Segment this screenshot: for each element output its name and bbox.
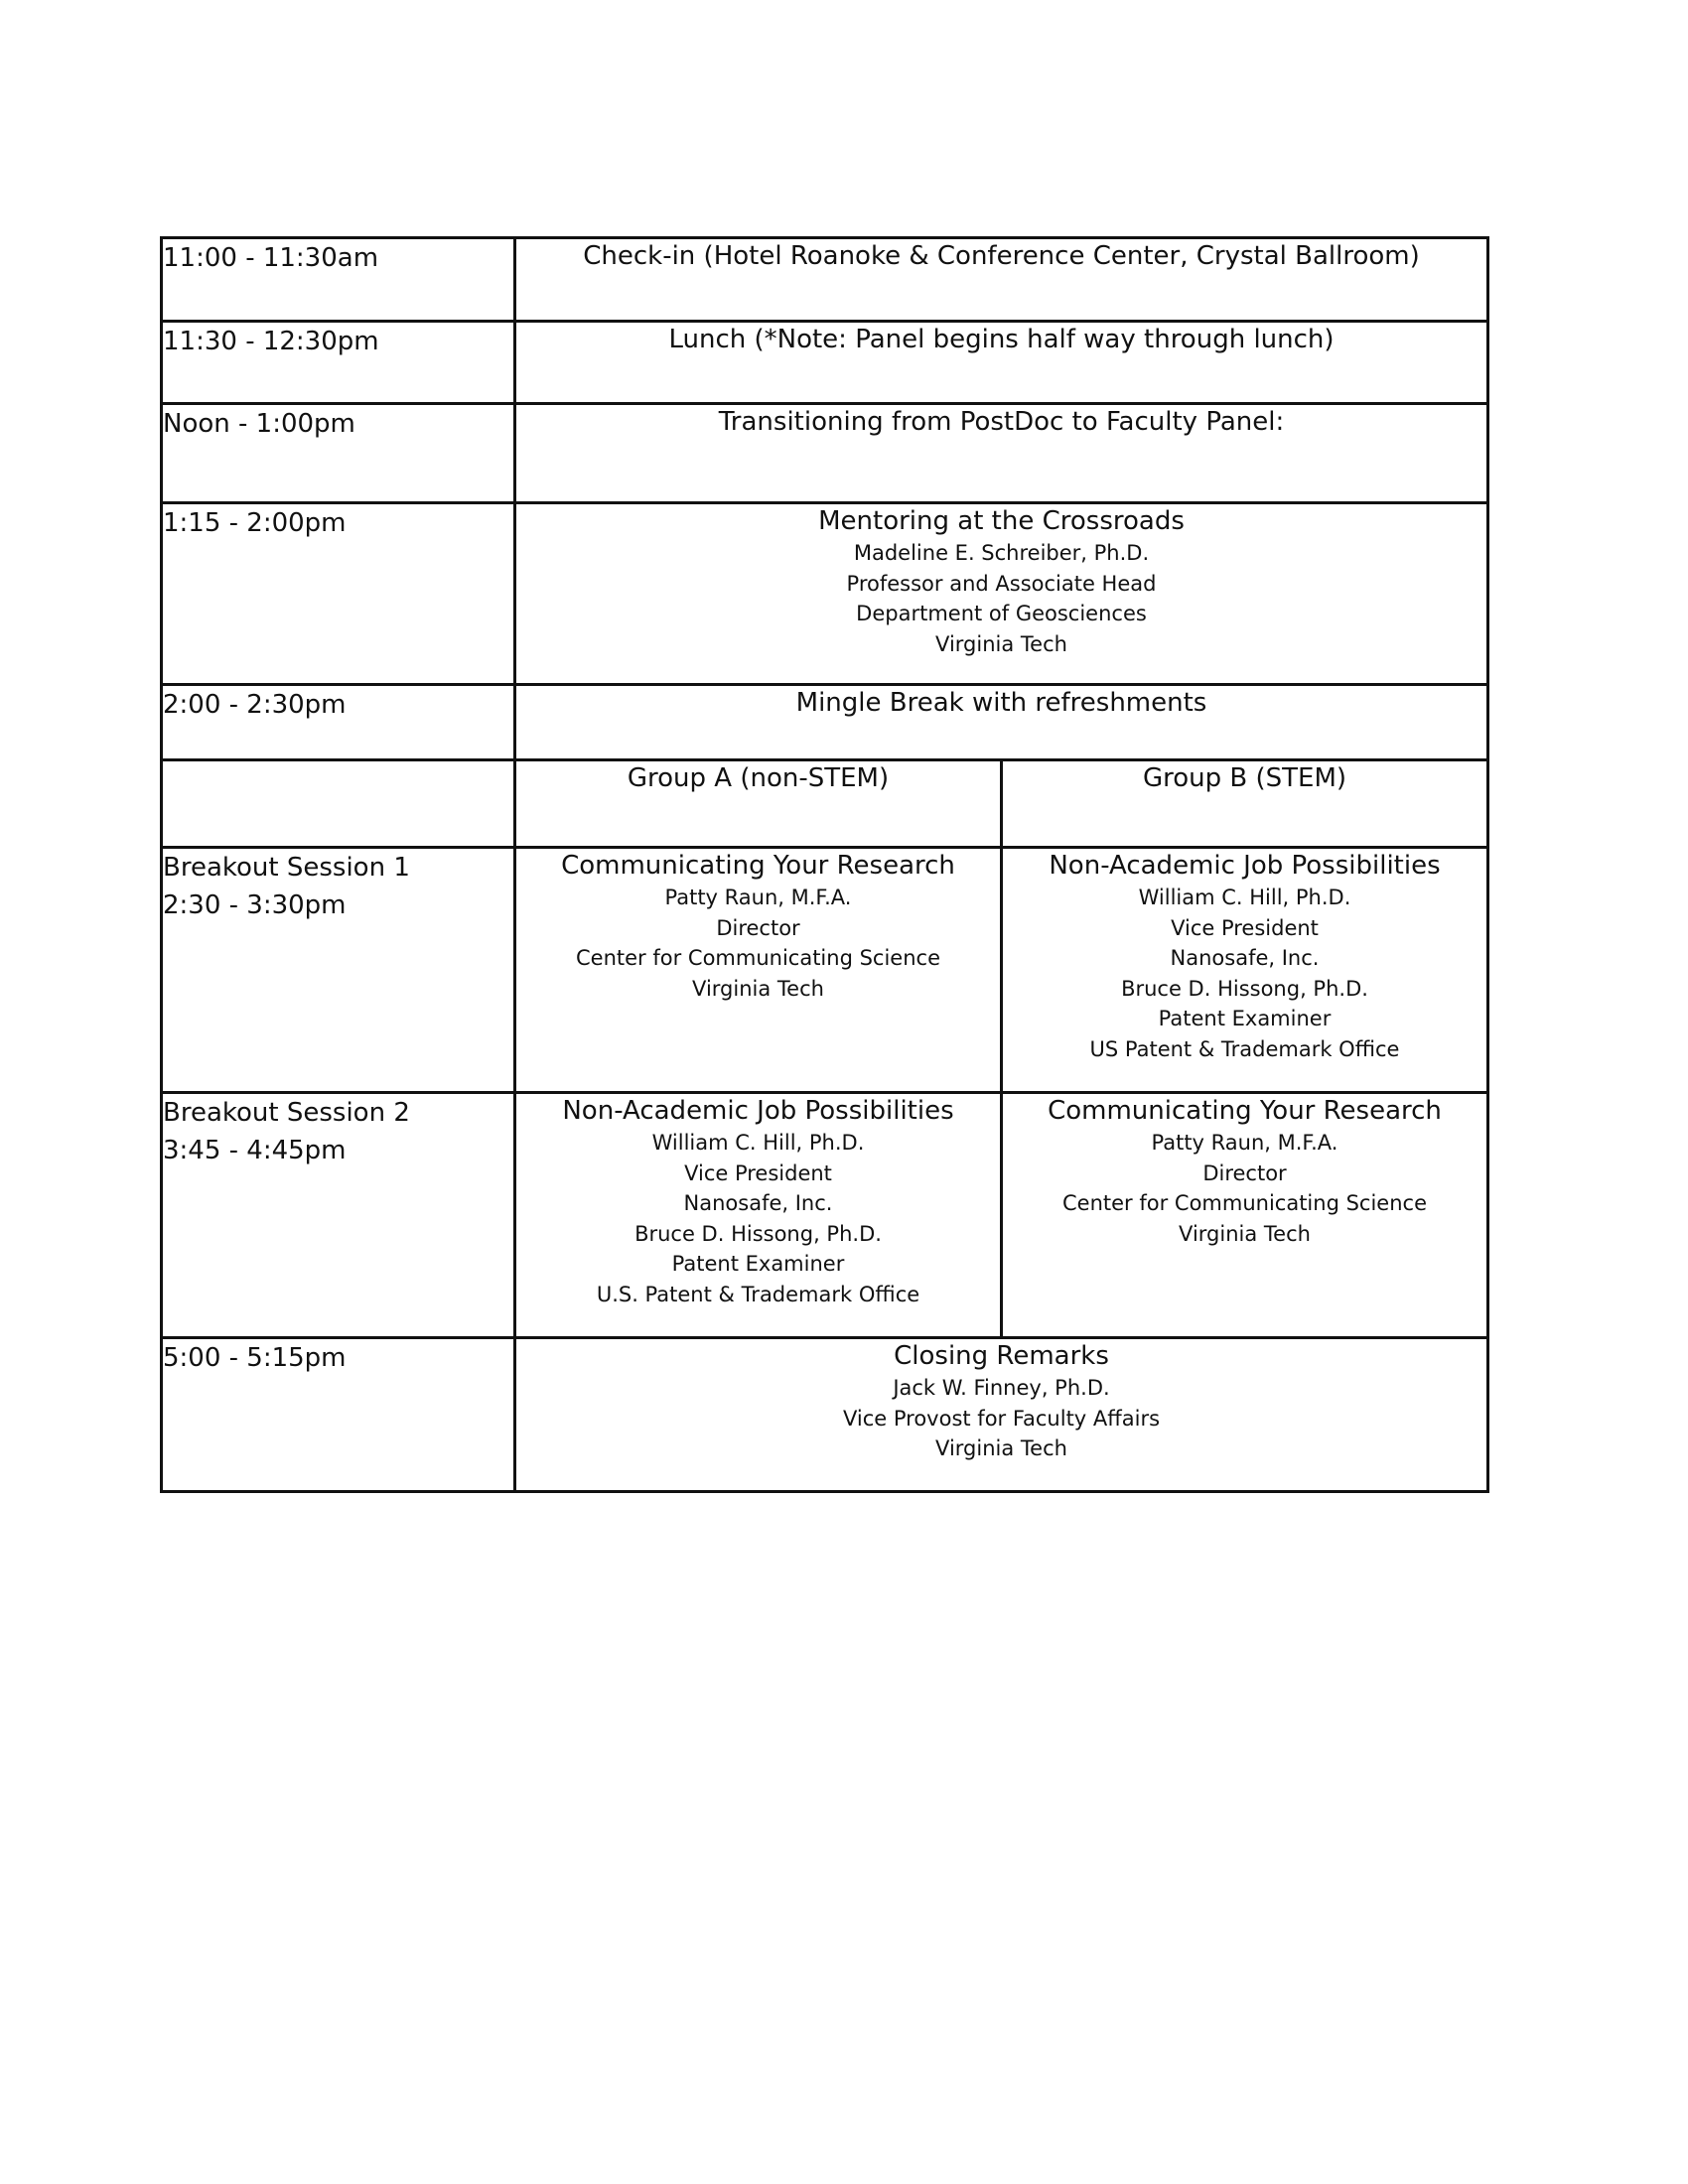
- speaker-detail: Virginia Tech: [1179, 1221, 1311, 1246]
- session-title: Non-Academic Job Possibilities: [562, 1096, 954, 1126]
- event-title: Lunch (*Note: Panel begins half way through lunch): [668, 325, 1335, 354]
- time-label: 2:00 - 2:30pm: [163, 690, 347, 720]
- session-cell-group-b: [1002, 848, 1488, 1093]
- time-label: 5:00 - 5:15pm: [163, 1343, 347, 1373]
- speaker-detail: Patent Examiner: [671, 1252, 845, 1276]
- event-title: Mentoring at the Crossroads: [818, 506, 1185, 536]
- time-label: 2:30 - 3:30pm: [163, 890, 347, 920]
- event-cell: [515, 1338, 1488, 1492]
- speaker-name: Madeline E. Schreiber, Ph.D.: [853, 541, 1150, 565]
- speaker-detail: William C. Hill, Ph.D.: [1138, 886, 1351, 909]
- schedule-table: [160, 236, 1489, 1493]
- time-cell: [162, 1093, 515, 1338]
- group-a-header: [515, 760, 1002, 848]
- table-row: [162, 760, 1488, 848]
- table-row: [162, 503, 1488, 685]
- speaker-role: Vice Provost for Faculty Affairs: [842, 1406, 1161, 1431]
- speaker-detail: Center for Communicating Science: [1062, 1191, 1427, 1215]
- event-title: Transitioning from PostDoc to Faculty Panel:: [718, 407, 1285, 437]
- session-label: Breakout Session 1: [163, 853, 410, 883]
- session-cell-group-a: [515, 1093, 1002, 1338]
- speaker-detail: Patty Raun, M.F.A.: [1151, 1131, 1338, 1155]
- speaker-detail: Vice President: [1171, 915, 1319, 940]
- time-label: 3:45 - 4:45pm: [163, 1136, 347, 1165]
- speaker-detail: US Patent & Trademark Office: [1089, 1036, 1400, 1061]
- time-cell: [162, 760, 515, 848]
- time-cell: [162, 503, 515, 685]
- event-cell: [515, 503, 1488, 685]
- speaker-detail: Director: [1202, 1160, 1287, 1185]
- table-row: [162, 685, 1488, 760]
- event-title: Mingle Break with refreshments: [795, 688, 1207, 718]
- time-cell: [162, 238, 515, 322]
- speaker-detail: William C. Hill, Ph.D.: [651, 1131, 865, 1155]
- session-cell-group-b: [1002, 1093, 1488, 1338]
- session-title: Non-Academic Job Possibilities: [1049, 851, 1441, 881]
- speaker-institution: Virginia Tech: [935, 1436, 1067, 1460]
- time-label: 11:30 - 12:30pm: [163, 327, 379, 356]
- time-cell: [162, 322, 515, 404]
- speaker-detail: Director: [716, 915, 800, 940]
- session-label: Breakout Session 2: [163, 1098, 410, 1128]
- time-label: 1:15 - 2:00pm: [163, 508, 347, 538]
- time-label: 11:00 - 11:30am: [163, 243, 379, 273]
- speaker-detail: Nanosafe, Inc.: [683, 1191, 833, 1215]
- table-row: [162, 238, 1488, 322]
- speaker-name: Jack W. Finney, Ph.D.: [893, 1376, 1110, 1400]
- session-cell-group-a: [515, 848, 1002, 1093]
- time-cell: [162, 848, 515, 1093]
- speaker-detail: Bruce D. Hissong, Ph.D.: [1121, 976, 1368, 1001]
- event-cell: [515, 404, 1488, 503]
- time-cell: [162, 1338, 515, 1492]
- table-row: [162, 1093, 1488, 1338]
- speaker-detail: Bruce D. Hissong, Ph.D.: [634, 1221, 882, 1246]
- time-label: Noon - 1:00pm: [163, 409, 355, 439]
- time-cell: [162, 685, 515, 760]
- speaker-detail: Virginia Tech: [692, 976, 824, 1001]
- event-cell: [515, 238, 1488, 322]
- speaker-detail: Nanosafe, Inc.: [1170, 946, 1320, 970]
- table-row: [162, 848, 1488, 1093]
- table-row: [162, 404, 1488, 503]
- speaker-detail: Center for Communicating Science: [576, 946, 940, 970]
- group-b-label: Group B (STEM): [1142, 763, 1347, 793]
- speaker-detail: Patent Examiner: [1158, 1007, 1332, 1030]
- speaker-detail: Vice President: [684, 1160, 832, 1185]
- speaker-institution: Virginia Tech: [935, 631, 1067, 656]
- speaker-department: Department of Geosciences: [856, 602, 1147, 625]
- speaker-detail: U.S. Patent & Trademark Office: [596, 1282, 920, 1306]
- speaker-role: Professor and Associate Head: [846, 571, 1157, 596]
- group-b-header: [1002, 760, 1488, 848]
- event-cell: [515, 322, 1488, 404]
- event-title: Check-in (Hotel Roanoke & Conference Center, Crystal Ballroom): [583, 241, 1420, 271]
- group-a-label: Group A (non-STEM): [627, 763, 890, 793]
- session-title: Communicating Your Research: [1048, 1096, 1442, 1126]
- table-row: [162, 322, 1488, 404]
- table-row: [162, 1338, 1488, 1492]
- time-cell: [162, 404, 515, 503]
- speaker-detail: Patty Raun, M.F.A.: [664, 886, 852, 909]
- event-cell: [515, 685, 1488, 760]
- session-title: Communicating Your Research: [561, 851, 955, 881]
- event-title: Closing Remarks: [894, 1341, 1109, 1371]
